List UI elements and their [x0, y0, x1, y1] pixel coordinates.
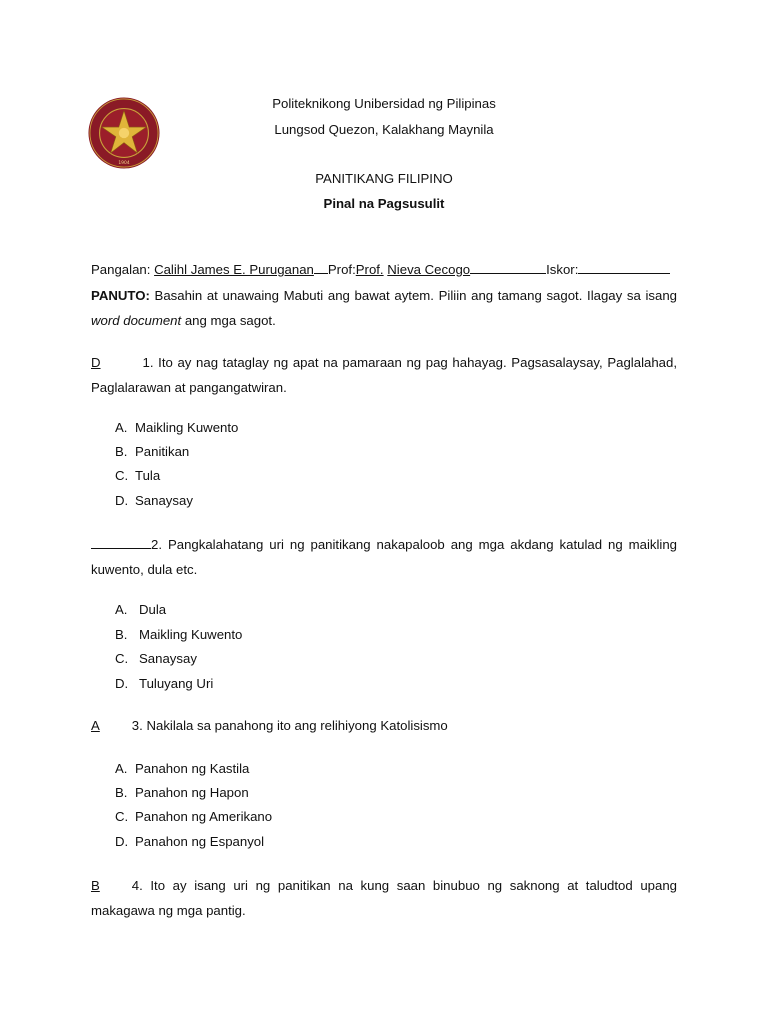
answer-2-blank — [91, 536, 151, 549]
question-1-option-a: A. Maikling Kuwento — [115, 420, 239, 435]
student-info-line — [91, 261, 677, 277]
question-4 — [91, 874, 677, 923]
answer-1: D — [91, 355, 101, 370]
question-1-option-d: D. Sanaysay — [115, 493, 193, 508]
question-3-option-c: C. Panahon ng Amerikano — [115, 809, 273, 824]
university-name: Politeknikong Unibersidad ng Pilipinas — [272, 96, 496, 111]
name-value: Calihl James E. Puruganan — [154, 262, 314, 277]
prof-label: Prof: — [327, 262, 356, 277]
question-1-text: 1. Ito ay nag tataglay ng apat na pamaraan ng pag hahayag. Pagsasalaysay, Paglalahad, Paglalarawan at pangangatwiran. — [91, 355, 677, 395]
course-title: PANITIKANG FILIPINO — [315, 171, 453, 186]
question-3-option-a: A. Panahon ng Kastila — [115, 761, 250, 776]
question-4-text: 4. Ito ay isang uri ng panitikan na kung saan binubuo ng saknong at taludtod upang makagawa ng mga pantig. — [91, 878, 677, 918]
question-2-option-c: C. Sanaysay — [115, 651, 197, 666]
prof-value-a: Prof. — [355, 262, 384, 277]
instructions — [91, 284, 677, 333]
name-label: Pangalan: — [91, 262, 151, 277]
university-location: Lungsod Quezon, Kalakhang Maynila — [274, 122, 494, 137]
question-2-option-d: D. Tuluyang Uri — [115, 676, 214, 691]
exam-title: Pinal na Pagsusulit — [323, 196, 445, 211]
seal-year: 1904 — [118, 161, 130, 167]
question-3-text: 3. Nakilala sa panahong ito ang relihiyong Katolisismo — [131, 718, 448, 733]
prof-value-b: Nieva Cecogo — [387, 262, 471, 277]
instructions-label: PANUTO: — [91, 288, 150, 303]
question-3-option-b: B. Panahon ng Hapon — [115, 785, 249, 800]
question-3-option-d: D. Panahon ng Espanyol — [115, 834, 265, 849]
question-1-option-c: C. Tula — [115, 468, 161, 483]
name-blank — [314, 261, 328, 274]
question-1 — [91, 351, 677, 400]
score-label: Iskor: — [546, 262, 579, 277]
question-2-option-a: A. Dula — [115, 602, 167, 617]
answer-3: A — [91, 718, 100, 733]
question-1-option-b: B. Panitikan — [115, 444, 190, 459]
question-2 — [91, 533, 677, 582]
answer-4: B — [91, 878, 100, 893]
prof-blank — [470, 261, 546, 274]
question-2-text: 2. Pangkalahatang uri ng panitikang nakapaloob ang mga akdang katulad ng maikling kuwento, dula etc. — [91, 537, 677, 577]
question-3 — [91, 718, 677, 733]
question-2-option-b: B. Maikling Kuwento — [115, 627, 243, 642]
score-blank — [578, 261, 670, 274]
instructions-text-a: Basahin at unawaing Mabuti ang bawat aytem. Piliin ang tamang sagot. Ilagay sa isang — [154, 288, 677, 303]
instructions-italic: word document — [91, 312, 182, 328]
instructions-text-b: ang mga sagot. — [184, 312, 276, 328]
